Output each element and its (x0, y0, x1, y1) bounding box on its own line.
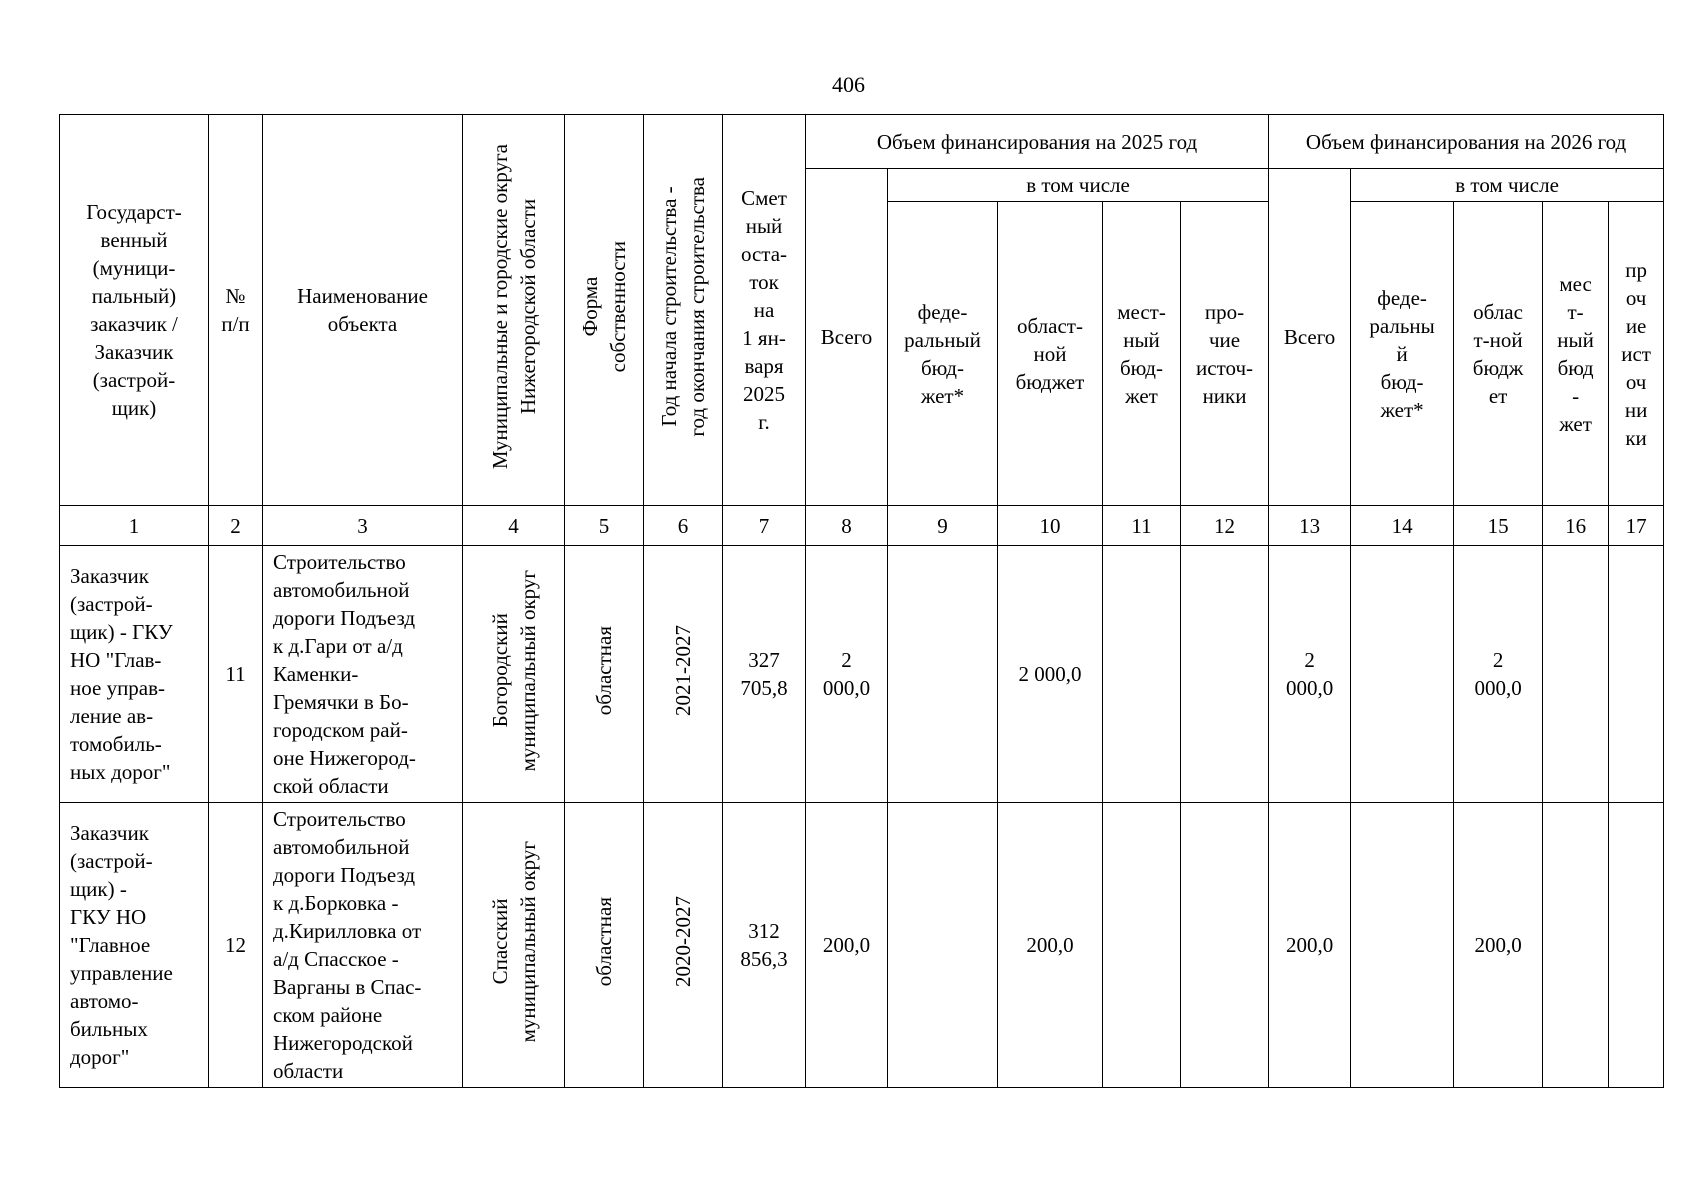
header-fed-2026: феде- ральны й бюд- жет* (1351, 202, 1454, 506)
header-total-2025: Всего (806, 169, 888, 506)
row-reg-2025: 200,0 (998, 803, 1103, 1088)
row-district: Богородский муниципальный округ (463, 546, 565, 803)
header-reg-2025: област- ной бюджет (998, 202, 1103, 506)
column-number: 8 (806, 506, 888, 546)
column-number: 1 (60, 506, 209, 546)
row-reg-2026: 200,0 (1454, 803, 1543, 1088)
row-loc-2026 (1543, 803, 1609, 1088)
header-years: Год начала строительства - год окончания строительства (644, 115, 723, 506)
column-number: 5 (565, 506, 644, 546)
header-loc-2025: мест- ный бюд- жет (1103, 202, 1181, 506)
row-reg-2025: 2 000,0 (998, 546, 1103, 803)
row-district: Спасский муниципальный округ (463, 803, 565, 1088)
header-funding-2026: Объем финансирования на 2026 год (1269, 115, 1664, 169)
column-number: 17 (1609, 506, 1664, 546)
row-fed-2026 (1351, 546, 1454, 803)
row-object-name: Строительство автомобильной дороги Подъезд к д.Борковка - д.Кирилловка от а/д Спасское - Варганы в Спас- ском районе Нижегородской области (263, 803, 463, 1088)
row-oth-2026 (1609, 546, 1664, 803)
header-estimate: Смет ный оста- ток на 1 ян- варя 2025 г. (723, 115, 806, 506)
row-total-2026: 2 000,0 (1269, 546, 1351, 803)
row-total-2025: 2 000,0 (806, 546, 888, 803)
column-number: 16 (1543, 506, 1609, 546)
row-customer: Заказчик (застрой- щик) - ГКУ НО "Глав- ное управ- ление ав- томобиль- ных дорог" (60, 546, 209, 803)
header-fed-2025: феде- ральный бюд- жет* (888, 202, 998, 506)
header-incl-2025: в том числе (888, 169, 1269, 202)
header-ownership: Форма собственности (565, 115, 644, 506)
column-number: 11 (1103, 506, 1181, 546)
row-years: 2020-2027 (644, 803, 723, 1088)
row-loc-2026 (1543, 546, 1609, 803)
column-number: 10 (998, 506, 1103, 546)
row-oth-2025 (1181, 546, 1269, 803)
column-number: 2 (209, 506, 263, 546)
header-object-name: Наименование объекта (263, 115, 463, 506)
column-number-row (60, 506, 1664, 546)
row-ownership: областная (565, 546, 644, 803)
column-number: 13 (1269, 506, 1351, 546)
row-customer: Заказчик (застрой- щик) - ГКУ НО "Главное управление автомо- бильных дорог" (60, 803, 209, 1088)
row-years: 2021-2027 (644, 546, 723, 803)
column-number: 12 (1181, 506, 1269, 546)
row-oth-2025 (1181, 803, 1269, 1088)
column-number: 15 (1454, 506, 1543, 546)
row-object-name: Строительство автомобильной дороги Подъезд к д.Гари от а/д Каменки- Гремячки в Бо- городском рай- оне Нижегород- ской области (263, 546, 463, 803)
column-number: 4 (463, 506, 565, 546)
financing-table (59, 114, 1664, 1088)
column-number: 3 (263, 506, 463, 546)
row-estimate: 312 856,3 (723, 803, 806, 1088)
header-number: № п/п (209, 115, 263, 506)
column-number: 7 (723, 506, 806, 546)
row-number: 11 (209, 546, 263, 803)
header-funding-2025: Объем финансирования на 2025 год (806, 115, 1269, 169)
header-oth-2026: пр оч ие ист оч ни ки (1609, 202, 1664, 506)
row-fed-2025 (888, 803, 998, 1088)
header-oth-2025: про- чие источ- ники (1181, 202, 1269, 506)
page-number: 406 (832, 72, 865, 97)
row-fed-2026 (1351, 803, 1454, 1088)
header-total-2026: Всего (1269, 169, 1351, 506)
row-oth-2026 (1609, 803, 1664, 1088)
header-customer: Государст- венный (муници- пальный) заказчик / Заказчик (застрой- щик) (60, 115, 209, 506)
row-total-2026: 200,0 (1269, 803, 1351, 1088)
row-reg-2026: 2 000,0 (1454, 546, 1543, 803)
row-fed-2025 (888, 546, 998, 803)
row-number: 12 (209, 803, 263, 1088)
header-districts: Муниципальные и городские округа Нижегородской области (463, 115, 565, 506)
row-ownership: областная (565, 803, 644, 1088)
header-loc-2026: мес т- ный бюд - жет (1543, 202, 1609, 506)
row-total-2025: 200,0 (806, 803, 888, 1088)
table-row (60, 803, 1664, 1088)
row-loc-2025 (1103, 803, 1181, 1088)
header-row-1 (60, 115, 1664, 169)
column-number: 14 (1351, 506, 1454, 546)
column-number: 6 (644, 506, 723, 546)
row-estimate: 327 705,8 (723, 546, 806, 803)
row-loc-2025 (1103, 546, 1181, 803)
column-number: 9 (888, 506, 998, 546)
header-reg-2026: облас т-ной бюдж ет (1454, 202, 1543, 506)
header-incl-2026: в том числе (1351, 169, 1664, 202)
table-row (60, 546, 1664, 803)
